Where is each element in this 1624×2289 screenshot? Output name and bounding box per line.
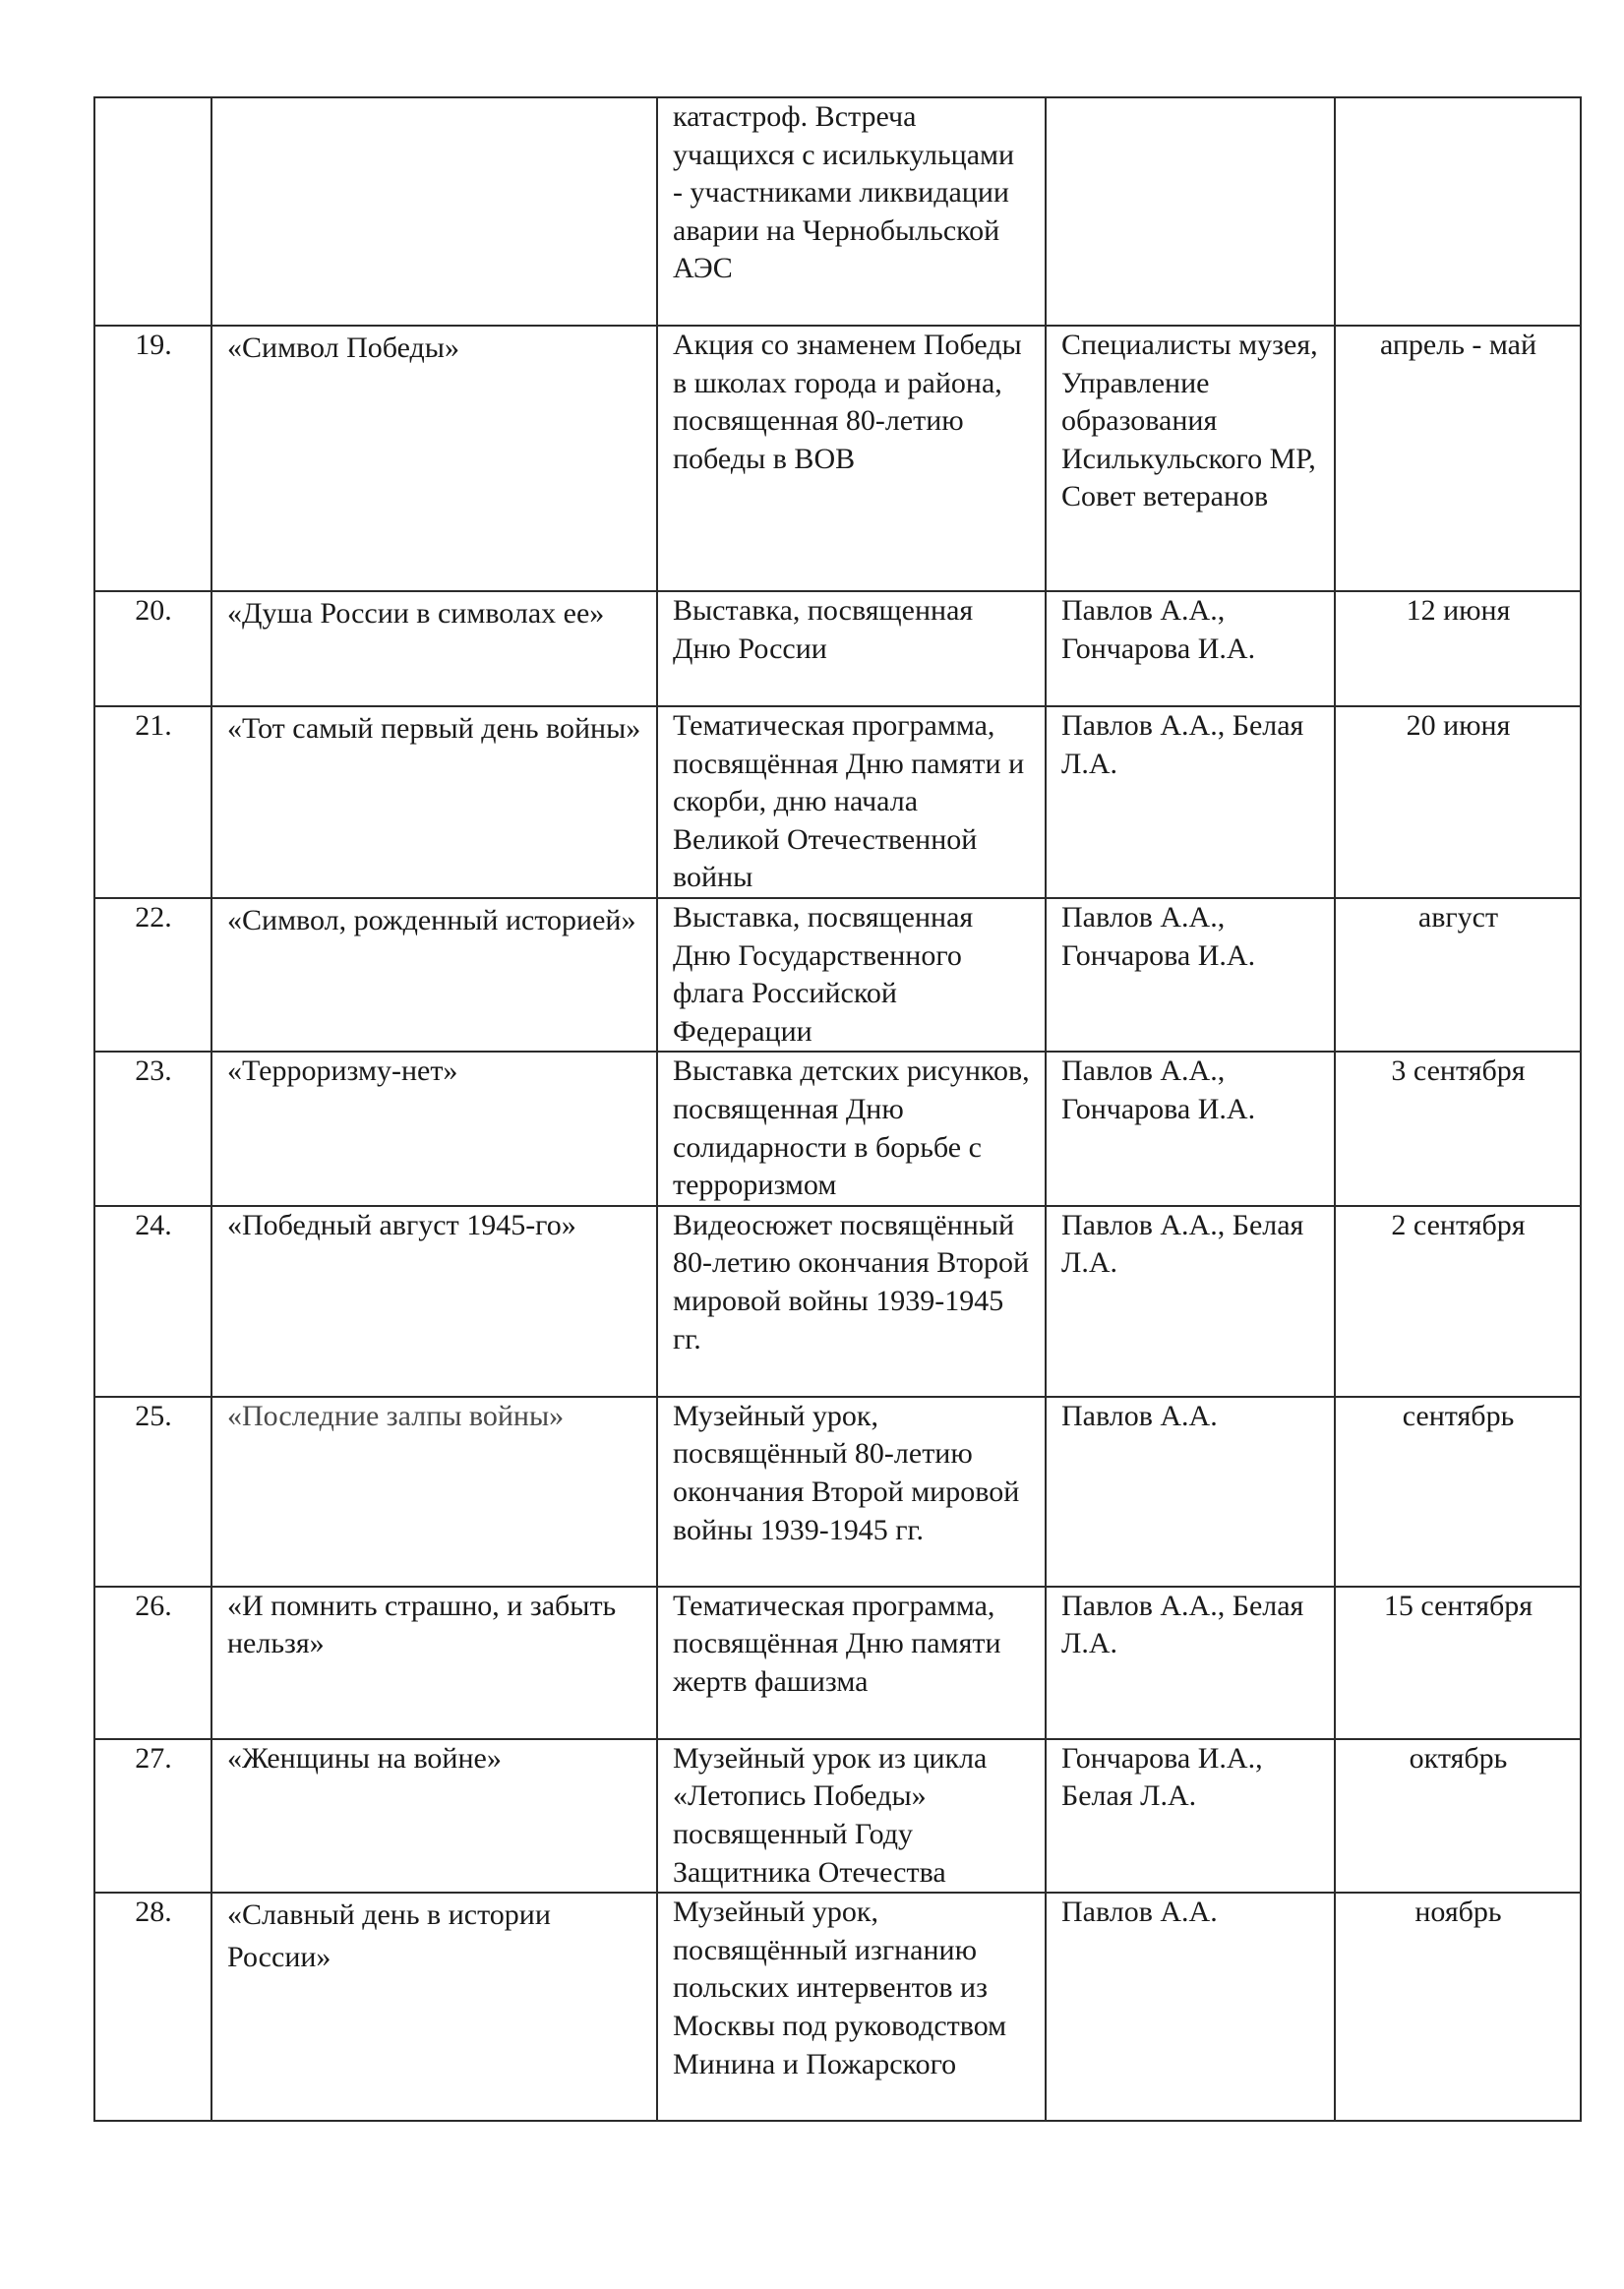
row-number: 24. <box>94 1206 211 1397</box>
table-row <box>94 591 1581 706</box>
event-title: «Славный день в истории России» <box>211 1893 657 2121</box>
event-title: «Терроризму-нет» <box>211 1052 657 1205</box>
row-number: 22. <box>94 898 211 1052</box>
event-title: «Последние залпы войны» <box>211 1397 657 1587</box>
event-date: 2 сентября <box>1335 1206 1581 1397</box>
row-number: 26. <box>94 1587 211 1739</box>
table-row <box>94 1397 1581 1587</box>
event-title: «Женщины на войне» <box>211 1739 657 1893</box>
event-date: октябрь <box>1335 1739 1581 1893</box>
event-title: «Душа России в символах ее» <box>211 591 657 706</box>
event-description: катастроф. Встреча учащихся с исилькульцами - участниками ликвидации аварии на Чернобыльской АЭС <box>657 97 1046 326</box>
event-responsible: Павлов А.А., Белая Л.А. <box>1046 706 1335 898</box>
event-title <box>211 97 657 326</box>
row-number: 25. <box>94 1397 211 1587</box>
event-title: «Символ, рожденный историей» <box>211 898 657 1052</box>
event-description: Видеосюжет посвящённый 80-летию окончания Второй мировой войны 1939-1945 гг. <box>657 1206 1046 1397</box>
event-responsible: Павлов А.А. <box>1046 1893 1335 2121</box>
event-description: Выставка детских рисунков, посвященная Дню солидарности в борьбе с терроризмом <box>657 1052 1046 1205</box>
event-description: Тематическая программа, посвящённая Дню памяти и скорби, дню начала Великой Отечественной войны <box>657 706 1046 898</box>
event-date: 20 июня <box>1335 706 1581 898</box>
table-row <box>94 326 1581 591</box>
event-description: Выставка, посвященная Дню Государственного флага Российской Федерации <box>657 898 1046 1052</box>
event-responsible: Павлов А.А., Гончарова И.А. <box>1046 1052 1335 1205</box>
event-title: «И помнить страшно, и забыть нельзя» <box>211 1587 657 1739</box>
event-date: 15 сентября <box>1335 1587 1581 1739</box>
table-row <box>94 1587 1581 1739</box>
event-title: «Тот самый первый день войны» <box>211 706 657 898</box>
event-responsible: Специалисты музея, Управление образования Исилькульского МР, Совет ветеранов <box>1046 326 1335 591</box>
table-row <box>94 1739 1581 1893</box>
table-row <box>94 706 1581 898</box>
event-date: август <box>1335 898 1581 1052</box>
row-number: 27. <box>94 1739 211 1893</box>
event-date: сентябрь <box>1335 1397 1581 1587</box>
event-description: Тематическая программа, посвящённая Дню памяти жертв фашизма <box>657 1587 1046 1739</box>
event-description: Выставка, посвященная Дню России <box>657 591 1046 706</box>
event-description: Музейный урок, посвящённый изгнанию польских интервентов из Москвы под руководством Минина и Пожарского <box>657 1893 1046 2121</box>
table-row <box>94 1052 1581 1205</box>
event-date: ноябрь <box>1335 1893 1581 2121</box>
events-table <box>93 96 1582 2122</box>
event-date: 3 сентября <box>1335 1052 1581 1205</box>
event-description: Музейный урок из цикла «Летопись Победы» посвященный Году Защитника Отечества <box>657 1739 1046 1893</box>
row-number <box>94 97 211 326</box>
row-number: 20. <box>94 591 211 706</box>
table-row <box>94 898 1581 1052</box>
event-responsible: Гончарова И.А., Белая Л.А. <box>1046 1739 1335 1893</box>
event-responsible <box>1046 97 1335 326</box>
event-date: 12 июня <box>1335 591 1581 706</box>
table-row <box>94 1206 1581 1397</box>
event-date: апрель - май <box>1335 326 1581 591</box>
event-date <box>1335 97 1581 326</box>
row-number: 19. <box>94 326 211 591</box>
event-responsible: Павлов А.А., Белая Л.А. <box>1046 1206 1335 1397</box>
event-title: «Победный август 1945-го» <box>211 1206 657 1397</box>
table-row <box>94 1893 1581 2121</box>
table-row <box>94 97 1581 326</box>
event-responsible: Павлов А.А. <box>1046 1397 1335 1587</box>
event-responsible: Павлов А.А., Гончарова И.А. <box>1046 591 1335 706</box>
event-description: Акция со знаменем Победы в школах города и района, посвященная 80-летию победы в ВОВ <box>657 326 1046 591</box>
row-number: 28. <box>94 1893 211 2121</box>
event-responsible: Павлов А.А., Белая Л.А. <box>1046 1587 1335 1739</box>
event-responsible: Павлов А.А., Гончарова И.А. <box>1046 898 1335 1052</box>
row-number: 21. <box>94 706 211 898</box>
event-title: «Символ Победы» <box>211 326 657 591</box>
row-number: 23. <box>94 1052 211 1205</box>
event-description: Музейный урок, посвящённый 80-летию окончания Второй мировой войны 1939-1945 гг. <box>657 1397 1046 1587</box>
